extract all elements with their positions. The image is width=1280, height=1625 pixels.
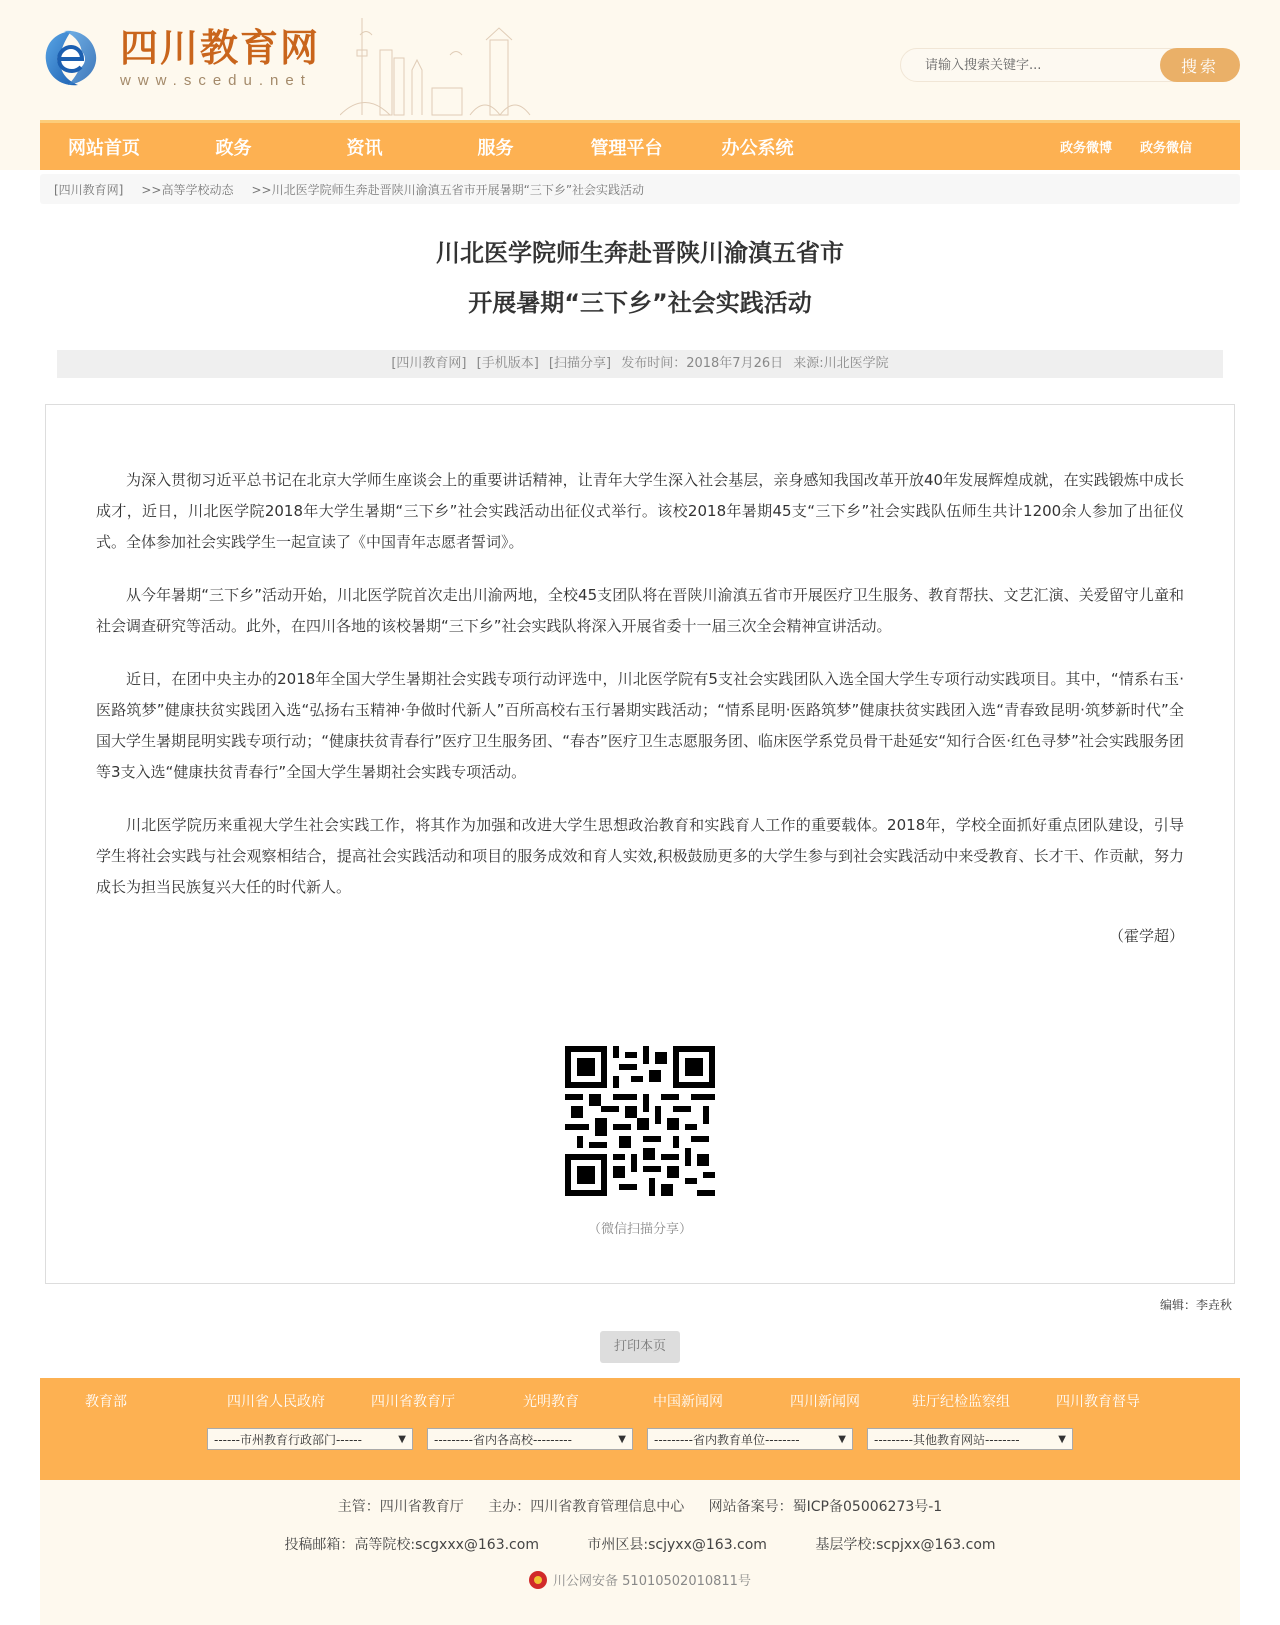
article-title-line2: 开展暑期“三下乡”社会实践活动 [468, 289, 812, 317]
site-header [0, 0, 1280, 170]
article-body [45, 404, 1235, 1284]
footer-link-moe[interactable]: 教育部 [85, 1394, 127, 1410]
footer-supervisor: 主管：四川省教育厅 [337, 1499, 464, 1515]
select-label: ---------省内各高校--------- [434, 1432, 572, 1447]
footer-info [40, 1480, 1240, 1625]
footer-link-chinanews[interactable]: 中国新闻网 [653, 1394, 723, 1410]
chevron-down-icon: ▼ [398, 1433, 406, 1445]
select-city-education-depts[interactable] [207, 1428, 413, 1450]
nav-news[interactable]: 资讯 [346, 137, 383, 159]
footer-link-sc-news[interactable]: 四川新闻网 [790, 1394, 860, 1410]
footer-email-city[interactable]: 市州区县:scjyxx@163.com [587, 1537, 767, 1553]
meta-site-link[interactable]: [四川教育网] [391, 356, 467, 371]
article-editor: 编辑：李垚秋 [1159, 1298, 1232, 1312]
footer-link-discipline-inspection[interactable]: 驻厅纪检监察组 [912, 1394, 1010, 1410]
logo-e-icon [40, 27, 102, 89]
article-paragraph: 川北医学院历来重视大学生社会实践工作，将其作为加强和改进大学生思想政治教育和实践育人工作的重要载体。2018年，学校全面抓好重点团队建设，引导学生将社会实践与社会观察相结合，提高社会实践活动和项目的服务成效和育人实效,积极鼓励更多的大学生参与到社会实践活动中来受教育、长才干、作贡献，努力成长为担当民族复兴大任的时代新人。 [96, 816, 1184, 896]
breadcrumb-home[interactable]: [四川教育网] [54, 182, 124, 197]
breadcrumb-category[interactable]: >>高等学校动态 [141, 182, 234, 197]
nav-management-platform[interactable]: 管理平台 [590, 137, 663, 159]
nav-services[interactable]: 服务 [477, 137, 514, 159]
article-paragraph: 近日，在团中央主办的2018年全国大学生暑期社会实践专项行动评选中，川北医学院有5支社会实践团队入选全国大学生专项行动实践项目。其中，“情系右玉·医路筑梦”健康扶贫实践团入选“弘扬右玉精神·争做时代新人”百所高校右玉行暑期实践活动；“情系昆明·医路筑梦”健康扶贫实践团入选“青春致昆明·筑梦新时代”全国大学生暑期昆明实践专项行动；“健康扶贫青春行”医疗卫生服务团、“春杏”医疗卫生志愿服务团、临床医学系党员骨干赴延安“知行合医·红色寻梦”社会实践服务团等3支入选“健康扶贫青春行”全国大学生暑期社会实践专项活动。 [96, 670, 1184, 781]
footer-link-sc-edu-supervision[interactable]: 四川教育督导 [1056, 1394, 1140, 1410]
chevron-down-icon: ▼ [838, 1433, 846, 1445]
footer-email-higher-ed[interactable]: 高等院校:scgxxx@163.com [354, 1537, 539, 1553]
footer-link-sc-gov[interactable]: 四川省人民政府 [227, 1394, 325, 1410]
nav-gov-weibo[interactable]: 政务微博 [1059, 141, 1112, 156]
breadcrumb-current[interactable]: >>川北医学院师生奔赴晋陕川渝滇五省市开展暑期“三下乡”社会实践活动 [251, 182, 645, 197]
search-input[interactable] [900, 48, 1200, 82]
footer-link-sc-edu-dept[interactable]: 四川省教育厅 [371, 1394, 455, 1410]
footer-organizer: 主办：四川省教育管理信息中心 [488, 1499, 685, 1515]
select-label: ------市州教育行政部门------ [214, 1432, 362, 1447]
nav-home[interactable]: 网站首页 [68, 137, 140, 159]
qr-caption: （微信扫描分享） [587, 1222, 692, 1237]
footer-email-basic-school[interactable]: 基层学校:scpjxx@163.com [815, 1537, 996, 1553]
search-button[interactable]: 搜索 [1160, 48, 1240, 82]
qr-code-icon [565, 1046, 715, 1196]
article-author: （霍学超） [1108, 927, 1184, 945]
article-title [0, 228, 1280, 328]
chevron-down-icon: ▼ [1058, 1433, 1066, 1445]
meta-source: 来源:川北医学院 [793, 356, 889, 371]
breadcrumb [40, 174, 1240, 204]
article-paragraph: 从今年暑期“三下乡”活动开始，川北医学院首次走出川渝两地，全校45支团队将在晋陕川渝滇五省市开展医疗卫生服务、教育帮扶、文艺汇演、关爱留守儿童和社会调查研究等活动。此外，在四川各地的该校暑期“三下乡”社会实践队将深入开展省委十一届三次全会精神宣讲活动。 [96, 586, 1184, 635]
select-provincial-edu-units[interactable] [647, 1428, 853, 1450]
search-bar [900, 48, 1240, 82]
logo-url: www.scedu.net [120, 72, 312, 89]
print-page-button[interactable]: 打印本页 [600, 1331, 680, 1363]
footer-link-gmw-edu[interactable]: 光明教育 [523, 1394, 579, 1410]
chevron-down-icon: ▼ [618, 1433, 626, 1445]
footer-icp[interactable]: 网站备案号：蜀ICP备05006273号-1 [708, 1499, 943, 1515]
nav-gov-wechat[interactable]: 政务微信 [1139, 141, 1192, 156]
select-label: ---------其他教育网站-------- [874, 1432, 1020, 1447]
article-paragraph: 为深入贯彻习近平总书记在北京大学师生座谈会上的重要讲话精神，让青年大学生深入社会基层，亲身感知我国改革开放40年发展辉煌成就，在实践锻炼中成长成才，近日，川北医学院2018年大学生暑期“三下乡”社会实践活动出征仪式举行。该校2018年暑期45支“三下乡”社会实践队伍师生共计1200余人参加了出征仪式。全体参加社会实践学生一起宣读了《中国青年志愿者誓词》。 [96, 471, 1184, 551]
meta-scan-share-link[interactable]: [扫描分享] [548, 356, 612, 371]
meta-publish-time: 发布时间：2018年7月26日 [621, 356, 784, 371]
police-badge-icon [529, 1571, 547, 1589]
nav-office-system[interactable]: 办公系统 [721, 137, 794, 159]
article-title-line1: 川北医学院师生奔赴晋陕川渝滇五省市 [436, 239, 844, 267]
select-other-edu-sites[interactable] [867, 1428, 1073, 1450]
site-logo[interactable] [40, 26, 320, 89]
city-skyline-illustration [340, 10, 540, 120]
footer-police-record[interactable] [529, 1570, 751, 1589]
main-nav [40, 120, 1240, 170]
meta-mobile-link[interactable]: [手机版本] [476, 356, 539, 371]
footer-email-label: 投稿邮箱： [284, 1537, 355, 1553]
footer-police-record-text: 川公网安备 51010502010811号 [553, 1574, 751, 1589]
footer-links [40, 1378, 1240, 1480]
nav-government[interactable]: 政务 [215, 137, 252, 159]
select-label: ---------省内教育单位-------- [654, 1432, 800, 1447]
logo-title: 四川教育网 [120, 26, 321, 70]
select-provincial-universities[interactable] [427, 1428, 633, 1450]
article-meta [57, 350, 1223, 378]
